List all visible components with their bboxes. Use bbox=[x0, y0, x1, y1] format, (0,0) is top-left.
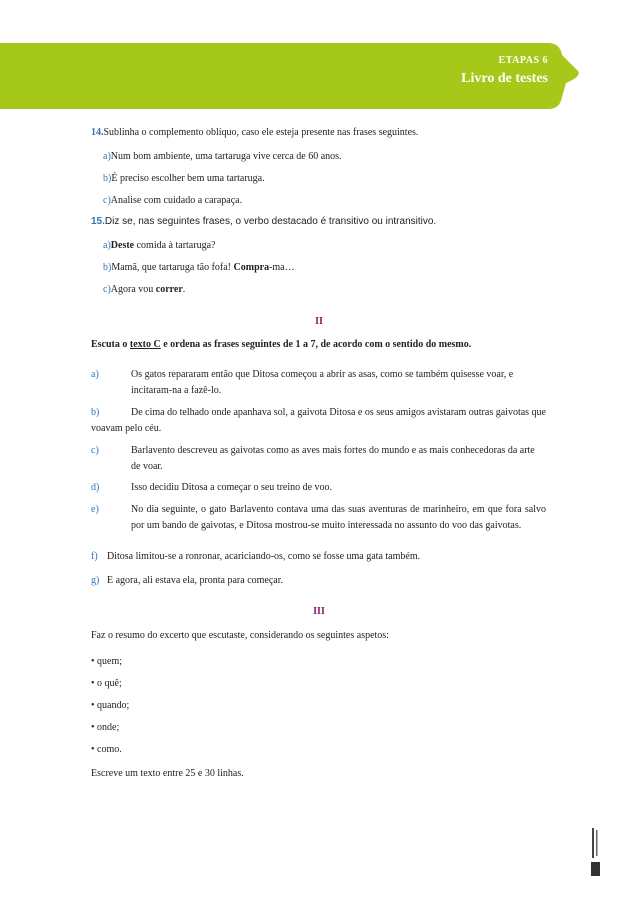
closing-instruction: Escreve um texto entre 25 e 30 linhas. bbox=[91, 768, 244, 779]
question-text: Diz se, nas seguintes frases, o verbo destacado é transitivo ou intransitivo. bbox=[104, 216, 437, 227]
question-number: 15. bbox=[91, 216, 105, 227]
question-number: 14. bbox=[91, 127, 104, 138]
book-title: Livro de testes bbox=[461, 71, 548, 86]
bullet-item: • quem; bbox=[91, 656, 122, 667]
order-item-g: g) E agora, ali estava ela, pronta para começar. bbox=[91, 575, 284, 586]
header-banner bbox=[0, 43, 580, 109]
bullet-item: • quando; bbox=[91, 700, 130, 711]
order-item-f: f) Ditosa limitou-se a ronronar, acariciando-os, como se fosse uma gata também. bbox=[91, 551, 421, 562]
bullet-item: • como. bbox=[91, 744, 122, 755]
bullet-item: • onde; bbox=[91, 722, 120, 733]
q14-item-a: a)Num bom ambiente, uma tartaruga vive cerca de 60 anos. bbox=[103, 151, 342, 162]
q14-item-c: c)Analise com cuidado a carapaça. bbox=[103, 195, 243, 206]
series-label: ETAPAS 6 bbox=[498, 55, 548, 66]
q14-item-b: b)É preciso escolher bem uma tartaruga. bbox=[103, 173, 265, 184]
question-text: Sublinha o complemento oblíquo, caso ele esteja presente nas frases seguintes. bbox=[103, 127, 419, 138]
question-15 bbox=[91, 216, 436, 227]
order-item-a: a) Os gatos repararam então que Ditosa começou a abrir as asas, como se também quisesse voar, e incitaram-na a fazê-lo. bbox=[91, 369, 514, 396]
text-reference: texto C bbox=[129, 339, 161, 350]
section-number: II bbox=[315, 316, 323, 327]
section-number: III bbox=[313, 606, 325, 617]
section-instruction: Escuta o texto C e ordena as frases seguintes de 1 a 7, de acordo com o sentido do mesmo. bbox=[91, 339, 472, 350]
order-item-b: b) De cima do telhado onde apanhava sol, a gaivota Ditosa e os seus amigos avistaram outras gaivotas que voavam pelo céu. bbox=[91, 407, 546, 434]
order-item-c: c) Barlavento descreveu as gaivotas como as aves mais fortes do mundo e as mais conhecedoras da arte de voar. bbox=[91, 445, 535, 472]
q15-item-b: b)Mamã, que tartaruga tão fofa! Compra-ma… bbox=[103, 262, 295, 273]
order-item-e: e) No dia seguinte, o gato Barlavento contava uma das suas aventuras de marinheiro, em que fora salvo por um bando de gaivotas, e Ditosa mostrou-se muito interessada no assunto do voo das gaivotas. bbox=[91, 504, 546, 531]
question-14 bbox=[91, 127, 418, 138]
q15-item-c: c)Agora vou correr. bbox=[103, 284, 186, 295]
publisher-logo-icon bbox=[589, 828, 603, 878]
q15-item-a: a)Deste comida à tartaruga? bbox=[103, 240, 216, 251]
section-intro: Faz o resumo do excerto que escutaste, considerando os seguintes aspetos: bbox=[91, 630, 389, 641]
bullet-item: • o quê; bbox=[91, 678, 122, 689]
order-item-d: d) Isso decidiu Ditosa a começar o seu treino de voo. bbox=[91, 482, 333, 493]
